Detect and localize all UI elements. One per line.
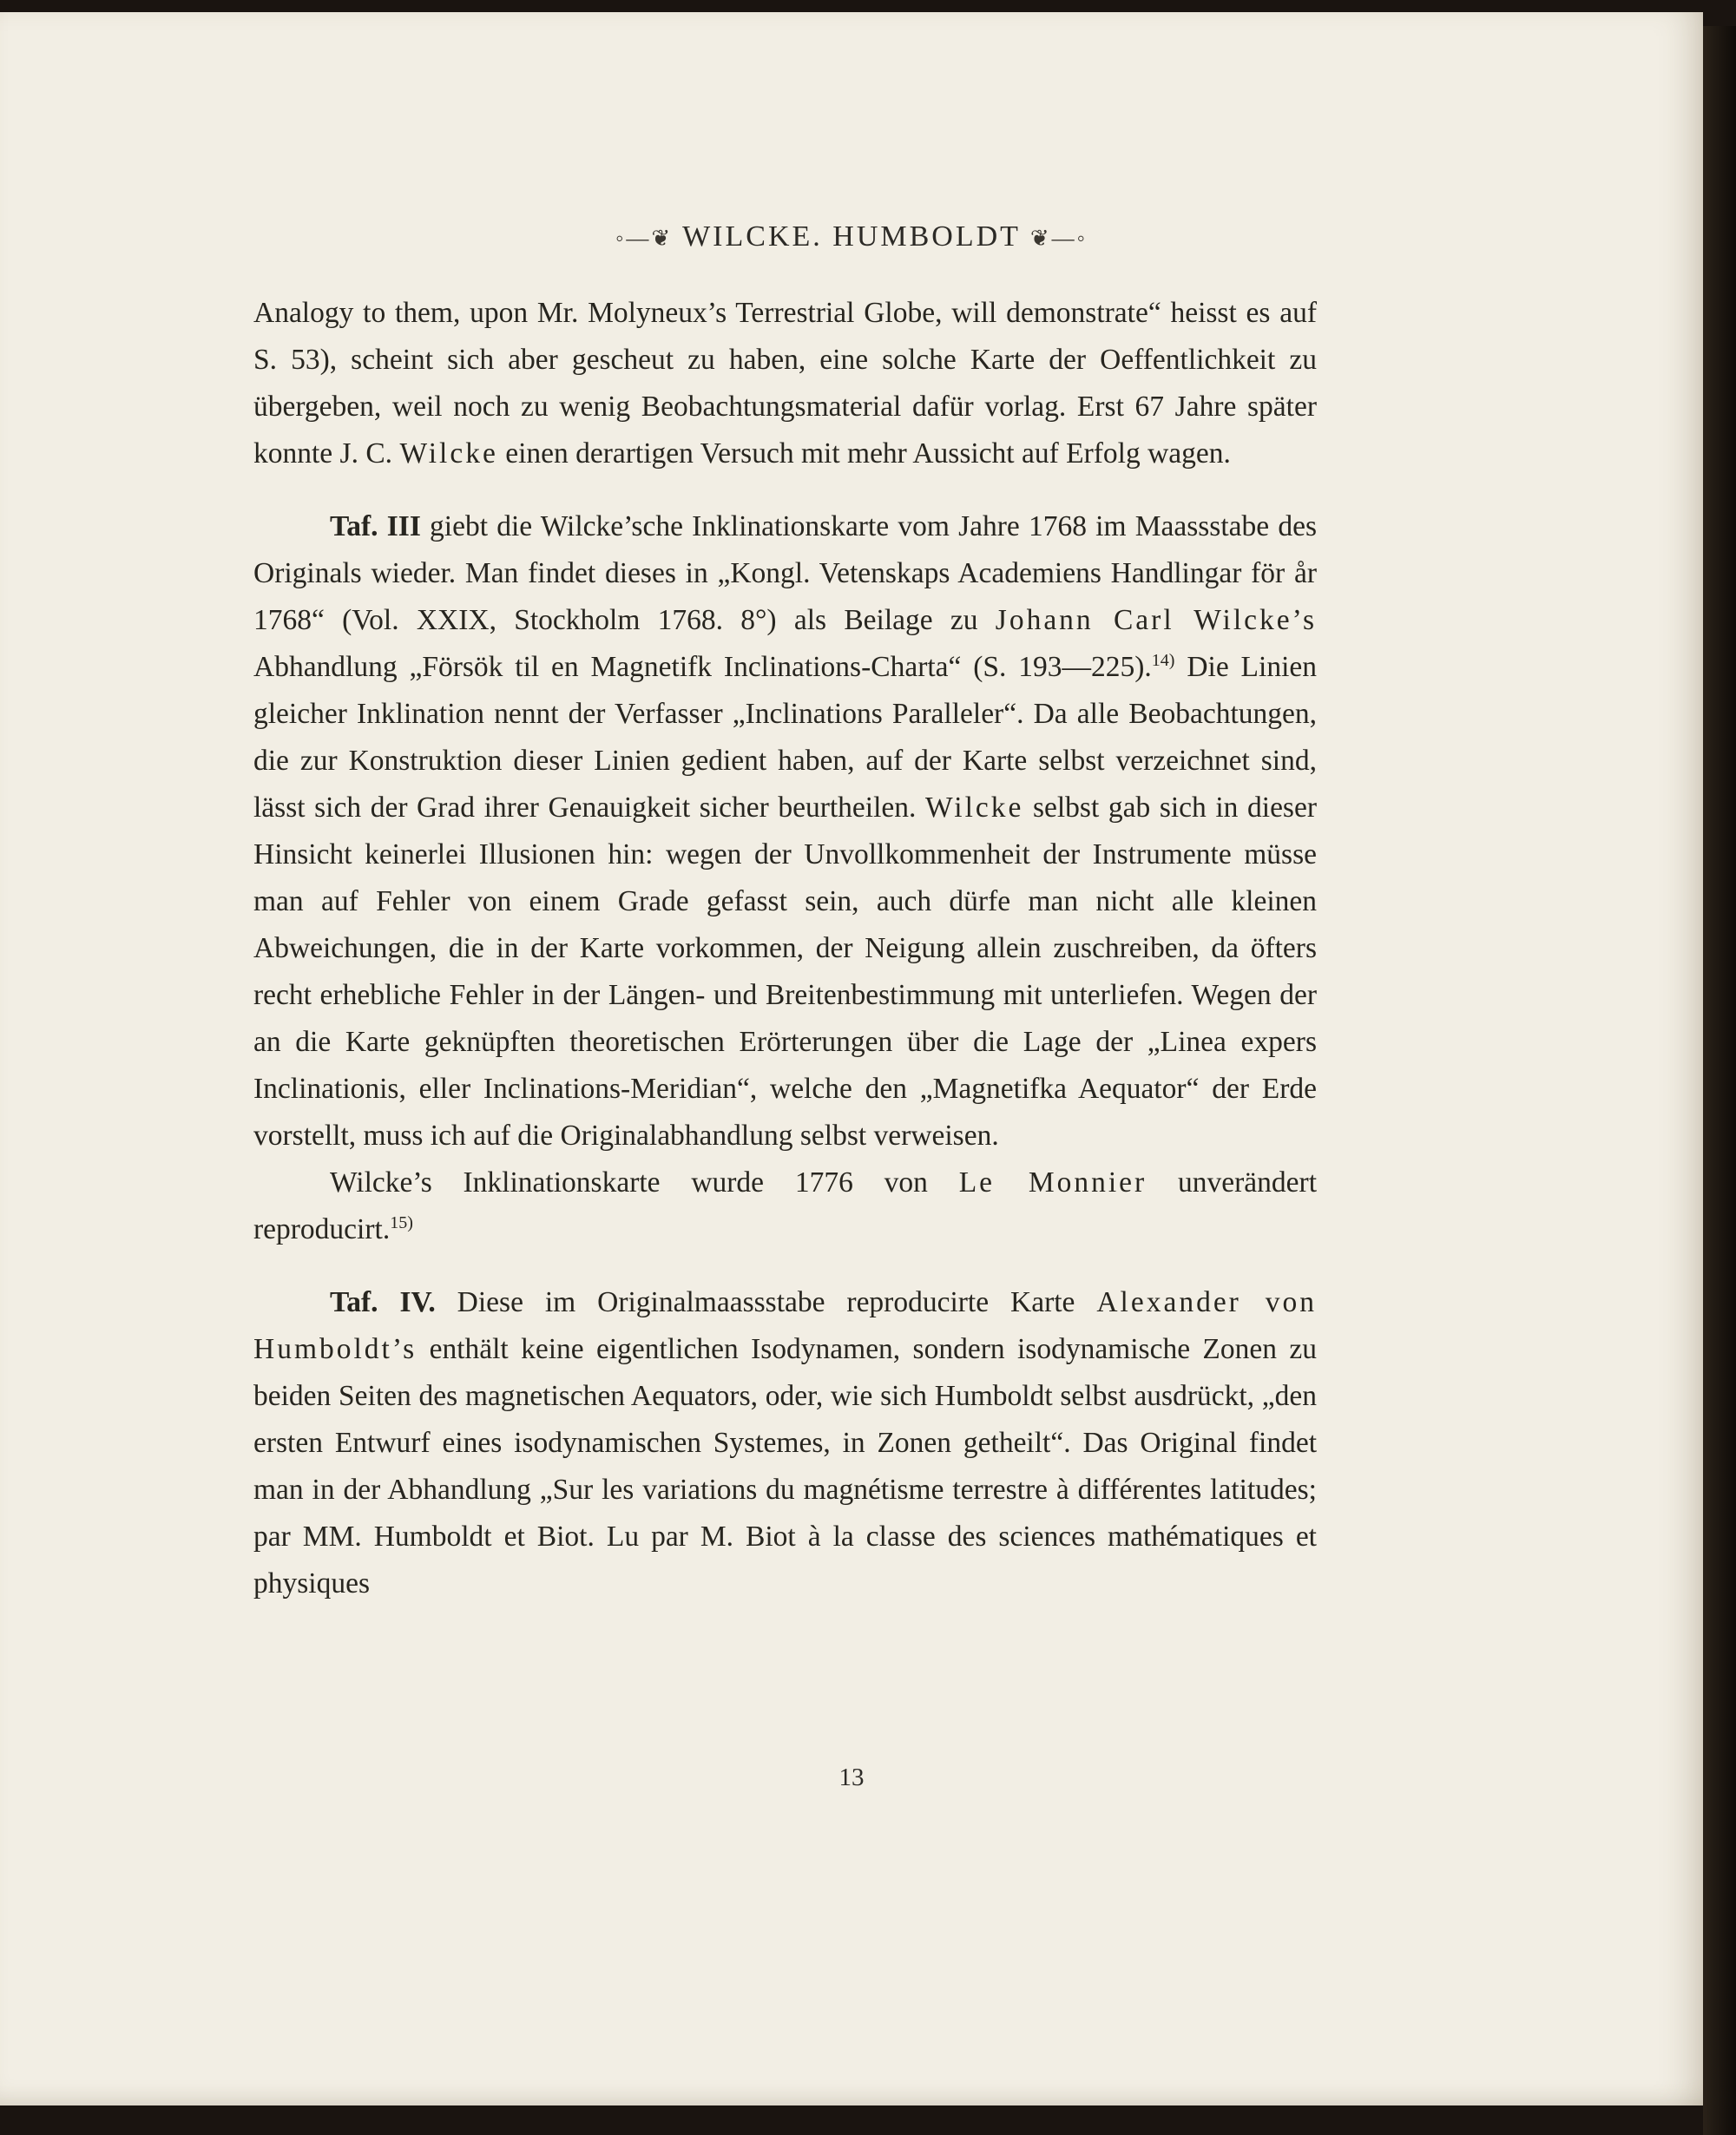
p3-text-2: unverändert reproducirt. [253, 1166, 1317, 1245]
footnote-ref-15: 15) [390, 1212, 413, 1232]
p4-text-2: enthält keine eigentlichen Isodynamen, sondern isodynamische Zonen zu beiden Seiten des magnetischen Aequators, oder, wie sich Humboldt selbst ausdrückt, „den ersten Entwurf eines isodynamischen Systemes, in Zonen getheilt“. Das Original findet man in der Abhandlung „Sur les variations du magnétisme terrestre à différentes latitudes; par MM. Humboldt et Biot. Lu par M. Biot à la classe des sciences mathématiques et physiques [253, 1333, 1317, 1600]
p2-text-4: selbst gab sich in dieser Hinsicht keinerlei Illusionen hin: wegen der Unvollkommenheit der Instrumente müsse man auf Fehler von einem Grade gefasst sein, auch dürfe man nicht alle kleinen Abweichungen, die in der Karte vorkommen, der Neigung allein zuschreiben, da öfters recht erhebliche Fehler in der Längen- und Breitenbestimmung mit unterliefen. Wegen der an die Karte geknüpften theoretischen Erörterungen über die Lage der „Linea expers Inclinationis, eller Inclinations-Meridian“, welche den „Magnetifka Aequator“ der Erde vorstellt, muss ich auf die Originalabhandlung selbst verweisen. [253, 792, 1317, 1152]
left-ornament: ◦—❦ [615, 226, 674, 252]
plate-label-iv: Taf. IV. [330, 1286, 436, 1318]
p2-name-1: Johann Carl Wilcke’s [995, 604, 1318, 636]
p4-name-1: Alexander von Humboldt’s [253, 1286, 1318, 1365]
p2-name-2: Wilcke [924, 792, 1024, 824]
book-spine [1703, 26, 1736, 2135]
book-page [0, 12, 1703, 2105]
p1-name: Wilcke [399, 437, 498, 470]
p3-text-1: Wilcke’s Inklinationskarte wurde 1776 von [330, 1166, 959, 1199]
running-head-title: WILCKE. HUMBOLDT [682, 220, 1021, 253]
p4-text-1: Diese im Originalmaassstabe reproducirte Karte [435, 1286, 1097, 1318]
page-number: 13 [838, 1764, 865, 1791]
p1-text: Analogy to them, upon Mr. Molyneux’s Terrestrial Globe, will demonstrate“ heisst es auf S. 53), scheint sich aber gescheut zu haben, eine solche Karte der Oeffentlichkeit zu übergeben, weil noch zu wenig Beobachtungsmaterial dafür vorlag. Erst 67 Jahre später konnte J. C. [253, 297, 1317, 470]
p2-text-3: Die Linien gleicher Inklination nennt der Verfasser „Inclinations Paralleler“. Da alle Beobachtungen, die zur Konstruktion dieser Linien gedient haben, auf der Karte selbst verzeichnet sind, lässt sich der Grad ihrer Genauigkeit sicher beurtheilen. [253, 651, 1317, 824]
paragraph-1 [253, 290, 1317, 477]
paragraph-4 [253, 1279, 1317, 1607]
body-text [253, 290, 1317, 1607]
paragraph-3 [253, 1159, 1317, 1253]
p1-tail: einen derartigen Versuch mit mehr Aussicht auf Erfolg wagen. [497, 437, 1231, 470]
footnote-ref-14: 14) [1151, 650, 1175, 670]
p2-text-1: giebt die Wilcke’sche Inklinationskarte vom Jahre 1768 im Maassstabe des Originals wieder. Man findet dieses in „Kongl. Vetenskaps Academiens Handlingar för år 1768“ (Vol. XXIX, Stockholm 1768. 8°) als Beilage zu [253, 510, 1317, 636]
p2-text-2: Abhandlung „Försök til en Magnetifk Inclinations-Charta“ (S. 193—225). [253, 651, 1152, 683]
p3-name: Le Monnier [958, 1166, 1147, 1199]
plate-label-iii: Taf. III [330, 510, 421, 542]
right-ornament: ❦—◦ [1029, 226, 1088, 252]
running-head [0, 220, 1703, 253]
paragraph-2 [253, 503, 1317, 1159]
